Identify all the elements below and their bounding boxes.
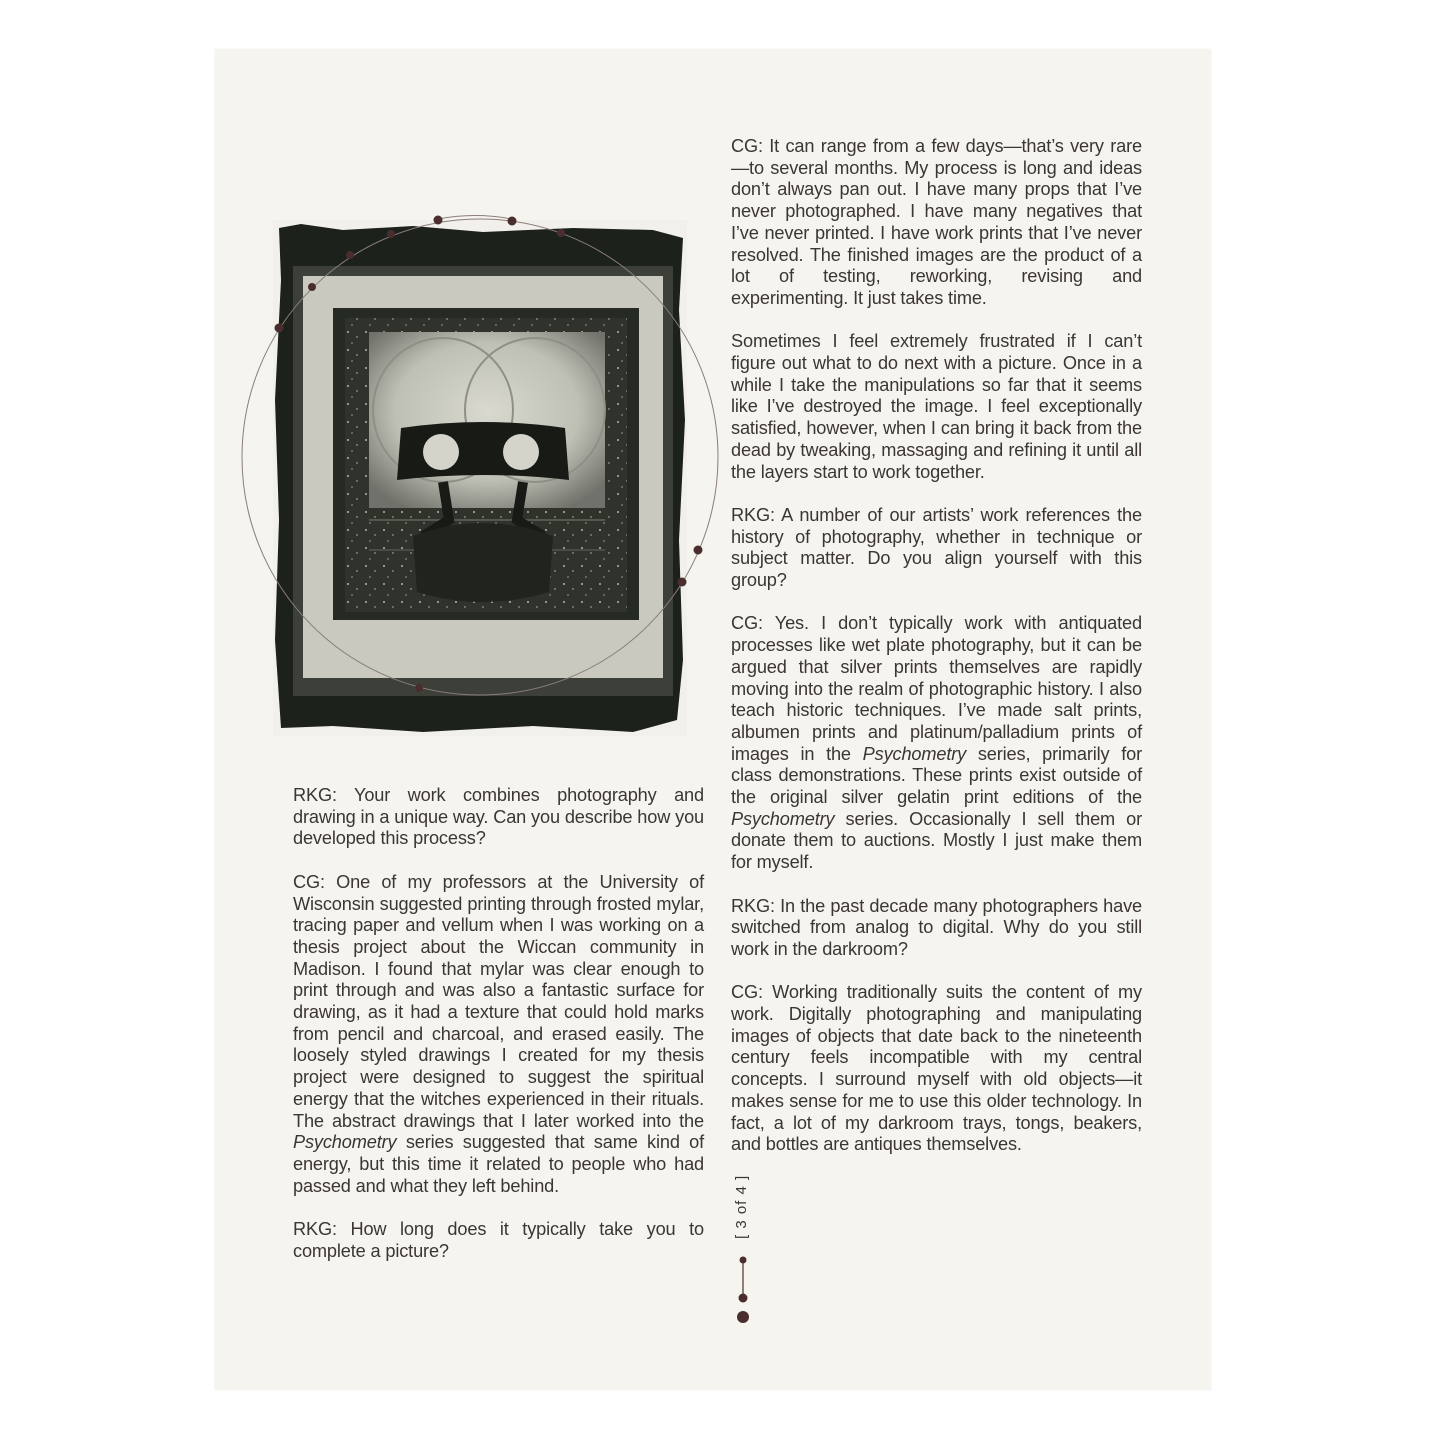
paragraph bbox=[731, 505, 1142, 592]
paragraph-text: series suggested that same kind of energy, but this time it related to people who had passed and what they left behind. bbox=[293, 1132, 704, 1196]
paragraph-text: RKG: Your work combines photography and drawing in a unique way. Can you describe how you developed this process? bbox=[293, 785, 704, 849]
paragraph bbox=[731, 136, 1142, 310]
series-title: Psychometry bbox=[293, 1132, 397, 1153]
paragraph-text: CG: One of my professors at the University of Wisconsin suggested printing through frosted mylar, tracing paper and vellum when I was working on a thesis project about the Wiccan community in Madison. I found that mylar was clear enough to print through and was also a fantastic surface for drawing, as it had a texture that could hold marks from pencil and charcoal, and erased easily. The loosely styled drawings I created for my thesis project were designed to suggest the spiritual energy that the witches experienced in their rituals. The abstract drawings that I later worked into the bbox=[293, 871, 704, 1131]
decorative-dot bbox=[739, 1294, 748, 1303]
series-title: Psychometry bbox=[731, 808, 835, 829]
left-text-column bbox=[293, 785, 704, 1262]
paragraph-text: RKG: In the past decade many photographers have switched from analog to digital. Why do you still work in the darkroom? bbox=[731, 895, 1142, 959]
page-number: [ 3 of 4 ] bbox=[733, 1174, 750, 1240]
paragraph-text: RKG: A number of our artists’ work references the history of photography, whether in technique or subject matter. Do you align yourself with this group? bbox=[731, 504, 1142, 591]
decorative-dot bbox=[508, 217, 517, 226]
decorative-dot bbox=[415, 684, 423, 692]
paragraph bbox=[293, 785, 704, 850]
paragraph-text: RKG: How long does it typically take you to complete a picture? bbox=[293, 1219, 704, 1261]
paragraph bbox=[731, 896, 1142, 961]
paragraph-text: CG: It can range from a few days—that’s very rare—to several months. My process is long and ideas don’t always pan out. I have many props that I’ve never photographed. I have many negatives that I’ve never printed. I have work prints that I’ve never resolved. The finished images are the product of a lot of testing, reworking, revising and experimenting. It just takes time. bbox=[731, 136, 1142, 308]
paragraph-text: CG: Yes. I don’t typically work with antiquated processes like wet plate photography, but it can be argued that silver prints themselves are rapidly moving into the realm of photographic history. I also teach historic techniques. I’ve made salt prints, albumen prints and platinum/palladium prints of images in the bbox=[731, 613, 1142, 764]
decorative-dot bbox=[740, 1257, 747, 1264]
decorative-dot bbox=[346, 251, 354, 259]
decorative-dot bbox=[387, 230, 395, 238]
decorative-dot bbox=[308, 283, 316, 291]
paragraph-text: Sometimes I feel extremely frustrated if I can’t figure out what to do next with a picture. Once in a while I take the manipulations so far that it seems like I’ve destroyed the image. I feel exceptionally satisfied, however, when I can bring it back from the dead by tweaking, massaging and refining it until all the layers start to work together. bbox=[731, 331, 1142, 482]
paragraph bbox=[731, 613, 1142, 873]
decorative-dot bbox=[434, 216, 443, 225]
series-title: Psychometry bbox=[862, 743, 967, 764]
paragraph-text: series, primarily for class demonstrations. These prints exist outside of the original silver gelatin print editions of the bbox=[731, 743, 1142, 808]
paragraph bbox=[293, 1219, 704, 1262]
decorative-dot bbox=[557, 229, 565, 237]
paragraph-text: series. Occasionally I sell them or donate them to auctions. Mostly I just make them for myself. bbox=[731, 808, 1142, 873]
decorative-dot bbox=[694, 546, 703, 555]
decorative-dot bbox=[678, 578, 687, 587]
paragraph-text: CG: Working traditionally suits the content of my work. Digitally photographing and manipulating images of objects that date back to the nineteenth century feels incompatible with my central concepts. I surround myself with old objects—it makes sense for me to use this older technology. In fact, a lot of my darkroom trays, tongs, beakers, and bottles are antiques themselves. bbox=[731, 982, 1142, 1155]
paragraph bbox=[731, 982, 1142, 1156]
right-text-column bbox=[731, 136, 1142, 1156]
paragraph bbox=[731, 331, 1142, 483]
decorative-dot bbox=[275, 324, 284, 333]
paragraph bbox=[293, 872, 704, 1198]
decorative-dot bbox=[737, 1311, 749, 1323]
